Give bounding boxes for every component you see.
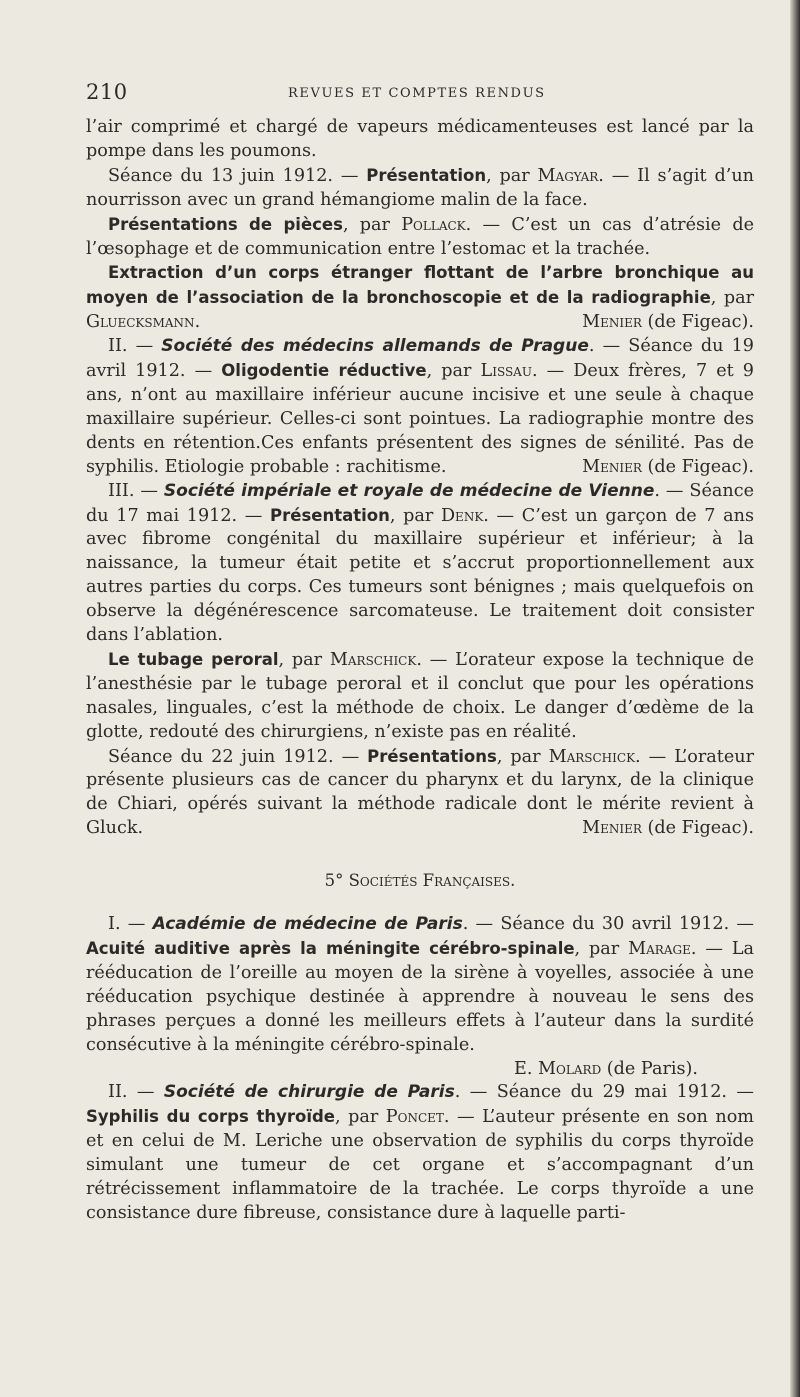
article-title: Présentations de pièces (108, 214, 343, 234)
author-name: Pollack (401, 214, 466, 235)
p8-text: , par (574, 939, 629, 959)
article-title: Présentations (367, 746, 497, 766)
p8-text: I. — (108, 914, 153, 935)
p1-text: . — Il s’agit d’un nourrisson avec un grand hémangiome malin de la face. (86, 165, 754, 210)
reviewer-signature (560, 456, 754, 480)
author-name: Lissau (480, 361, 532, 382)
p9-text: . — L’auteur présente en son nom et en celui de M. Leriche une observation de syphilis du corps thyroïde simulant une tumeur de cet organe et s’accompagnant d’un rétrécissement inflammatoire de la trachée. Le corps thyroïde a une consistance dure fibreuse, consistance dure à laquelle parti- (86, 1107, 754, 1223)
article-title: Extraction d’un corps étranger flottant de l’arbre bronchique au moyen de l’association de la bronchoscopie et de la radiographie (86, 263, 754, 308)
reviewer-place: (de Figeac). (641, 818, 754, 839)
section-heading (86, 869, 754, 893)
p7-text: Séance du 22 juin 1912. — (108, 746, 368, 767)
author-name: Marschick (548, 746, 636, 767)
author-name: Marschick (329, 649, 417, 670)
article-title: Syphilis du corps thyroïde (86, 1107, 335, 1127)
reviewer-place: (de Paris). (601, 1058, 698, 1079)
paragraph-tubage (86, 648, 754, 745)
p5-text: III. — (108, 480, 164, 501)
page-edge-shadow (790, 0, 800, 1397)
p7-text: , par (496, 746, 549, 767)
article-title: Oligodentie réductive (221, 361, 427, 381)
society-name: Société des médecins allemands de Prague (161, 336, 589, 357)
reviewer-name: Menier (582, 456, 642, 477)
p9-text: II. — (108, 1082, 164, 1103)
author-name: Magyar (537, 165, 599, 186)
author-name: Denk (440, 505, 484, 526)
p5-text: . — Séance du 17 mai 1912. — (86, 480, 754, 526)
p5-text: , par (389, 505, 441, 526)
society-name: Société impériale et royale de médecine de Vienne (163, 480, 655, 501)
paragraph-prague (86, 335, 754, 479)
reviewer-signature (86, 1058, 754, 1082)
p4-text: . — Séance du 19 avril 1912. — (86, 336, 755, 382)
article-title: Le tubage peroral (108, 649, 279, 669)
article-title: Présentation (270, 505, 390, 525)
reviewer-name: Menier (582, 818, 642, 839)
paragraph-magyar (86, 164, 754, 213)
p4-text: . — Deux frères, 7 et 9 ans, n’ont au maxillaire inférieur aucune incisive et une seule à chaque maxillaire supérieur. Celles-ci sont pointues. La radiographie montre des dents en rétention.Ces enfants présentent des signes de sénilité. Pas de syphilis. Etiologie probable : rachitisme. (86, 361, 754, 477)
paragraph-vienne (86, 480, 754, 648)
paragraph-pollack (86, 213, 754, 262)
paragraph-glueck (86, 261, 754, 335)
reviewer-signature (560, 817, 754, 841)
reviewer-initial: E. (514, 1058, 539, 1079)
p2-text: . — C’est un cas d’atrésie de l’œsophage et de communication entre l’estomac et la trachée. (86, 214, 754, 259)
author-name: Gluecksmann (86, 312, 195, 333)
section-label: Sociétés Françaises. (348, 871, 516, 891)
paragraph-presentations (86, 745, 754, 842)
p4-text: , par (426, 361, 481, 382)
p1-text: Séance du 13 juin 1912. — (108, 165, 367, 186)
reviewer-name: Molard (538, 1058, 602, 1079)
p9-text: , par (334, 1107, 386, 1128)
p7-text: . — L’orateur présente plusieurs cas de cancer du pharynx et du larynx, de la clinique de Chiari, opérés suivant la méthode radicale dont le mérite revient à Gluck. (86, 746, 754, 839)
p8-text: . — La rééducation de l’oreille au moyen de la sirène à voyelles, associée à une rééducation psychique destinée à apprendre à nouveau le sens des phrases perçues a donné les meilleurs effets à l’auteur dans la surdité consécutive à la méningite cérébro-spinale. (86, 939, 755, 1055)
reviewer-place: (de Figeac). (641, 312, 754, 333)
paragraph-academie (86, 913, 754, 1057)
paragraph-chirurgie (86, 1081, 754, 1225)
page-header (86, 80, 754, 116)
article-title: Acuité auditive après la méningite cérébro-spinale (86, 939, 575, 958)
p6-text: . — L’orateur expose la technique de l’anesthésie par le tubage peroral et il conclut que pour les opérations nasales, linguales, c’est la méthode de choix. Le danger d’œdème de la glotte, redouté des chirurgiens, n’existe pas en réalité. (86, 649, 754, 742)
p4-text: II. — (108, 336, 162, 357)
book-page (86, 80, 754, 1226)
p3-text: , par (710, 288, 754, 309)
section-number: 5° (324, 871, 344, 891)
article-title: Présentation (366, 165, 487, 185)
p3-text: . (194, 312, 201, 333)
p9-text: . — Séance du 29 mai 1912. — (454, 1082, 754, 1103)
running-title: REVUES ET COMPTES RENDUS (288, 86, 546, 101)
reviewer-signature (560, 311, 754, 335)
p2-text: , par (342, 214, 402, 235)
p8-text: . — Séance du 30 avril 1912. — (462, 914, 754, 935)
reviewer-name: Menier (582, 312, 642, 333)
reviewer-place: (de Figeac). (641, 456, 754, 477)
page-number: 210 (86, 80, 128, 104)
author-name: Poncet (385, 1107, 444, 1128)
p1-text: , par (486, 165, 538, 186)
author-name: Marage (628, 939, 691, 959)
society-name: Académie de médecine de Paris (152, 914, 463, 935)
paragraph-continuation: l’air comprimé et chargé de vapeurs médicamenteuses est lancé par la pompe dans les poumons. (86, 117, 754, 161)
p5-text: . — C’est un garçon de 7 ans avec fibrome congénital du maxillaire supérieur et inférieur; à la naissance, la tumeur était petite et s’accrut proportionnellement aux autres parties du corps. Ces tumeurs sont bénignes ; mais quelquefois on observe la dégénérescence sarcomateuse. Le traitement doit consister dans l’ablation. (86, 505, 754, 646)
body-text (86, 116, 754, 1226)
p6-text: , par (278, 649, 330, 670)
society-name: Société de chirurgie de Paris (163, 1082, 455, 1103)
